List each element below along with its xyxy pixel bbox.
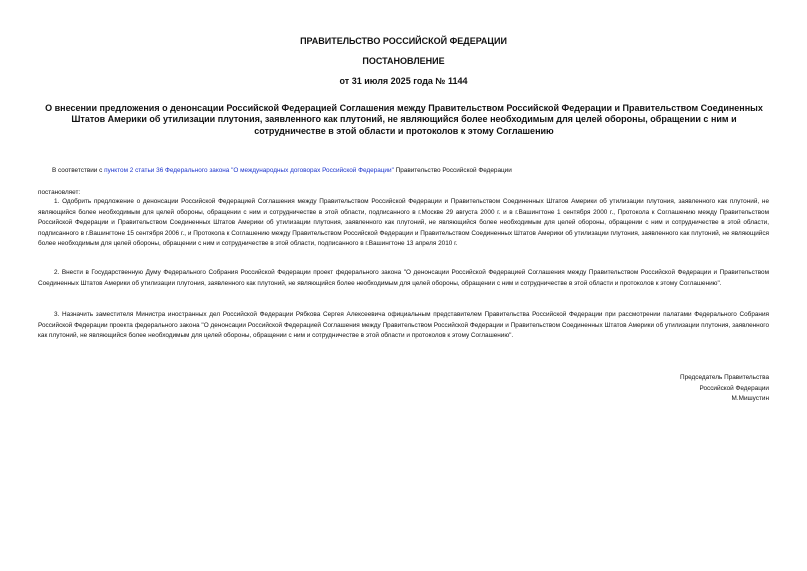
signature-position-line2: Российской Федерации [699, 384, 769, 392]
document-type-heading: ПОСТАНОВЛЕНИЕ [362, 56, 445, 66]
signature-name: М.Мишустин [731, 395, 769, 403]
government-heading: ПРАВИТЕЛЬСТВО РОССИЙСКОЙ ФЕДЕРАЦИИ [300, 36, 507, 46]
signature-position-line1: Председатель Правительства [680, 374, 769, 381]
paragraph-3: 3. Назначить заместителя Министра иностранных дел Российской Федерации Рябкова Сергея Алексеевича официальным представителем Правительства Российской Федерации при рассмотрении палатами Федерального Собрания Российской Федерации проекта федерального закона "О денонсации Российской Федерацией Соглашения между Правительством Российской Федерации и Правительством Соединенных Штатов Америки об утилизации плутония, заявленного как плутоний, не являющийся более необходимым для целей обороны, обращении с ним и сотрудничестве в этой области и протоколов к этому Соглашению". [38, 311, 769, 340]
paragraph-1: 1. Одобрить предложение о денонсации Российской Федерацией Соглашения между Правительством Российской Федерации и Правительством Соединенных Штатов Америки об утилизации плутония, заявленного как плутоний, не являющийся более необходимым для целей обороны, обращении с ним и сотрудничестве в этой области, подписанного в г.Москве 29 августа 2000 г. и в г.Вашингтоне 1 сентября 2000 г., Протокола к Соглашению между Правительством Российской Федерации и Правительством Соединенных Штатов Америки об утилизации плутония, заявленного как плутоний, не являющийся более необходимым для целей обороны, обращении с ним и сотрудничестве в этой области, подписанного в г.Вашингтоне 15 сентября 2006 г., и Протокола к Соглашению между Правительством Российской Федерации и Правительством Соединенных Штатов Америки об утилизации плутония, заявленного как плутоний, не являющийся более необходимым для целей обороны, обращении с ним и сотрудничестве в этой области, подписанного в г.Вашингтоне 13 апреля 2010 г. [38, 198, 769, 248]
federal-law-link[interactable]: пунктом 2 статьи 36 Федерального закона "О международных договорах Российской Федерации" [104, 167, 394, 174]
paragraph-2: 2. Внести в Государственную Думу Федерального Собрания Российской Федерации проект федерального закона "О денонсации Российской Федерацией Соглашения между Правительством Российской Федерации и Правительством Соединенных Штатов Америки об утилизации плутония, заявленного как плутоний, не являющийся более необходимым для целей обороны, обращении с ним и сотрудничестве в этой области и протоколов к этому Соглашению". [38, 269, 769, 287]
preamble-suffix: Правительство Российской Федерации [393, 167, 512, 174]
preamble-prefix: В соответствии с [52, 167, 105, 174]
document-title: О внесении предложения о денонсации Российской Федерацией Соглашения между Правительством Российской Федерации и Правительством Соединенных Штатов Америки об утилизации плутония, заявленного как плутоний, не являющийся более необходимым для целей обороны, обращении с ним и сотрудничестве в этой области и протоколов к этому Соглашению [45, 103, 763, 136]
document-date-number: от 31 июля 2025 года № 1144 [339, 76, 468, 86]
resolves-label: постановляет: [38, 189, 81, 196]
preamble [52, 166, 772, 175]
signature-block [569, 373, 769, 405]
